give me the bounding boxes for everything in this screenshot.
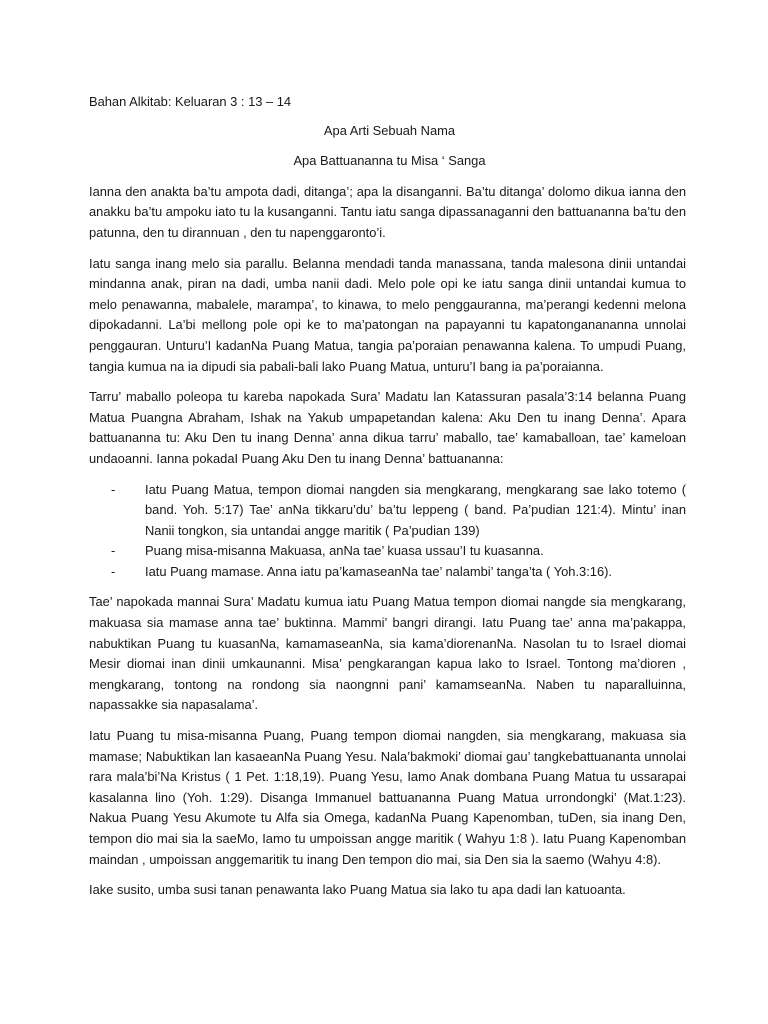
paragraph: Tae’ napokada mannai Sura’ Madatu kumua iatu Puang Matua tempon diomai nangde sia mengkarang, makuasa sia mamase anna tae’ buktinna. Mammi’ bangri dirangi. Iatu Puang tae’ anna ma’pakappa, nabuktikan Puang tu kuasanNa, kamamaseanNa, sia kama’diorenanNa. Nasolan tu to Israel diomai Mesir diomai inan dinii umkaunanni. Misa’ pengkarangan kapua lako to Israel. Tontong ma’dioren , mengkarang, tontong na rondong sia naongnni pani’ kamamseanNa. Naben tu naparalluinna, napassakke sia napasalama’. [89,594,686,713]
bullet-text: Iatu Puang Matua, tempon diomai nangden sia mengkarang, mengkarang sae lako totemo ( band. Yoh. 5:17) Tae’ anNa tikkaru’du’ ba’tu leppeng ( band. Pa’pudian 121:4). Mintu’ inan Nanii tongkon, sia untandai angge maritik ( Pa’pudian 139) [145,481,686,538]
bullet-item [89,480,686,542]
bullet-item [89,562,686,583]
paragraph: Iake susito, umba susi tanan penawanta lako Puang Matua sia lako tu apa dadi lan katuoanta. [89,882,626,898]
bullet-text: Iatu Puang mamase. Anna iatu pa’kamaseanNa tae’ nalambi’ tanga’ta ( Yoh.3:16). [145,563,612,579]
paragraph: Iatu sanga inang melo sia parallu. Belanna mendadi tanda manassana, tanda malesona dinii untandai mindanna anak, piran na dadi, umba nanii dadi. Melo pole opi ke iatu sanga dinii untandai kumua to melo penawanna, mabalele, marampa’, to kinawa, to melo penggauranna, ma’perangi kedenni melona dipokadanni. La’bi mellong pole opi ke to ma’patongan na papayanni tu kapatonganananna unnolai penggauran. Unturu’I kadanNa Puang Matua, tangia pa’poraian penawanna kalena. To umpudi Puang, tangia kumua na ia dipudi sia pabali-bali lako Puang Matua, unturu’I bang ia pa’poraianna. [89,255,686,374]
bullet-text: Puang misa-misanna Makuasa, anNa tae’ kuasa ussau’I tu kuasanna. [145,543,544,559]
paragraph: Tarru’ maballo poleopa tu kareba napokada Sura’ Madatu lan Katassuran pasala’3:14 belanna Puang Matua Puangna Abraham, Ishak na Yakub umpapetandan kalena: Aku Den tu inang Denna’. Apara battuananna tu: Aku Den tu inang Denna’ anna dikua tarru’ maballo, tae’ kamaballoan, tae’ kameloan undaoanni. Ianna pokadaI Puang Aku Den tu inang Denna’ battuananna: [89,389,686,466]
document-title: Apa Arti Sebuah Nama [323,122,456,138]
bullet-item [89,541,686,562]
bullet-marker: - [111,481,116,497]
bullet-marker: - [111,543,116,559]
bullet-marker: - [111,563,116,579]
scripture-reference: Bahan Alkitab: Keluaran 3 : 13 – 14 [89,94,292,109]
paragraph: Ianna den anakta ba’tu ampota dadi, ditanga’; apa la disanganni. Ba’tu ditanga’ dolomo dikua ianna den anakku ba’tu ampoku iato tu la kusanganni. Tantu iatu sanga dipassanaganni den battuananna ba’tu den patunna, den tu dirannuan , den tu napenggaronto’i. [89,183,686,240]
document-subtitle: Apa Battuananna tu Misa ‘ Sanga [293,153,486,169]
bullet-list [89,480,686,583]
paragraph: Iatu Puang tu misa-misanna Puang, Puang tempon diomai nangden, sia mengkarang, makuasa sia mamase; Nabuktikan lan kasaeanNa Puang Yesu. Nala’bakmoki’ diomai gau’ tangkebattuananta unnolai rara mala’bi’Na Kristus ( 1 Pet. 1:18,19). Puang Yesu, Iamo Anak dombana Puang Matua tu ussarapai kasalanna lino (Yoh. 1:29). Disanga Immanuel battuananna Puang Matua urrondongki’ (Mat.1:23). Nakua Puang Yesu Akumote tu Alfa sia Omega, kadanNa Puang Kapenomban, tuDen, sia inang Den, tempon dio mai sia la saeMo, Iamo tu umpoissan angge maritik ( Wahyu 1:8 ). Iatu Puang Kapenomban maindan , umpoissan anggemaritik tu inang Den tempon dio mai, sia Den sia la saemo (Wahyu 4:8). [89,728,686,867]
